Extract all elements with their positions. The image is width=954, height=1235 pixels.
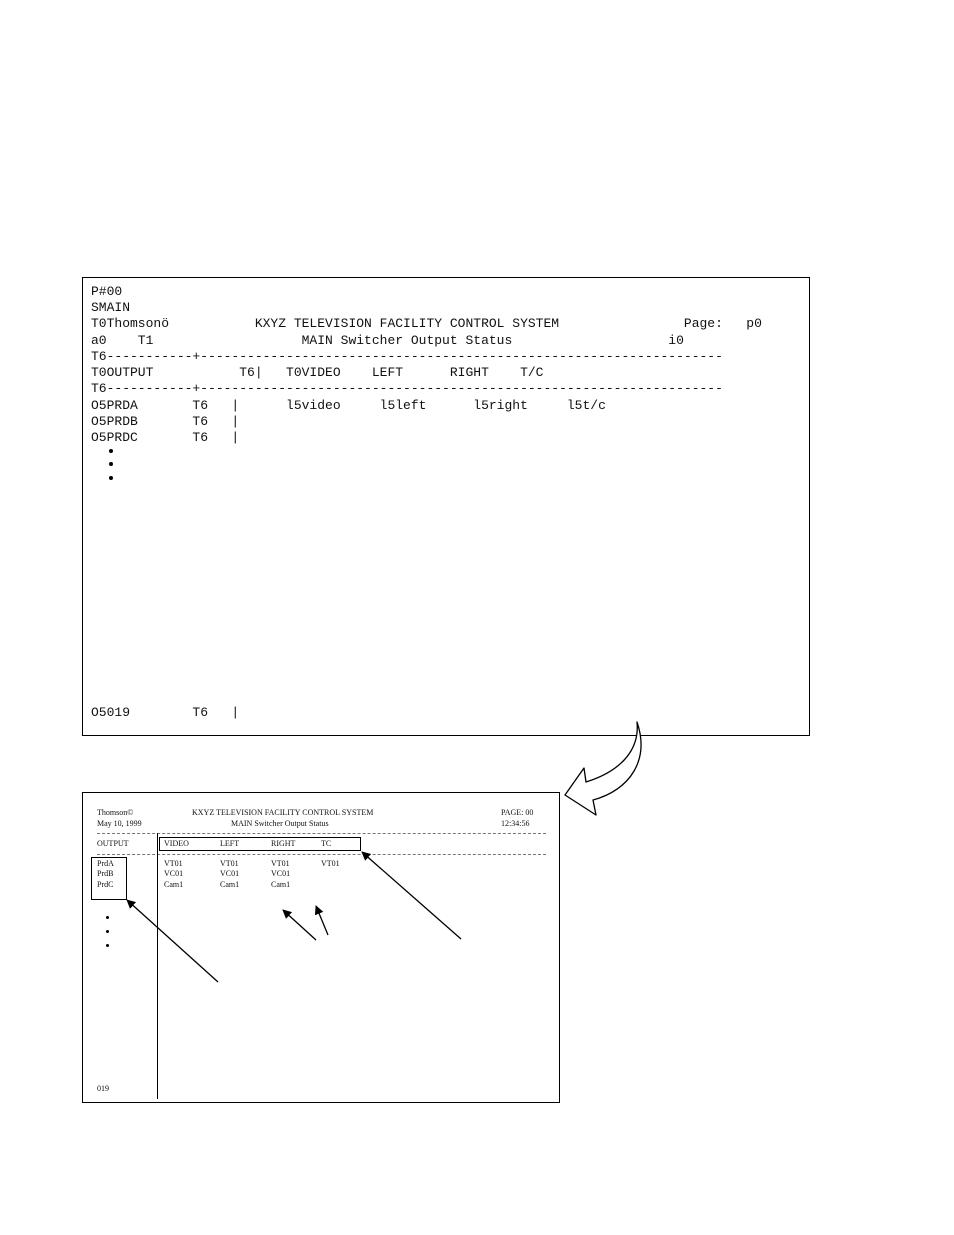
right-cell: VT01 [271,859,290,868]
template-footer-line: O5019 T6 | [91,705,240,720]
template-line: T0Thomsonö KXYZ TELEVISION FACILITY CONTROL SYSTEM Page: p0 [91,316,762,331]
template-line: SMAIN [91,300,131,315]
right-cell: Cam1 [271,880,291,889]
template-line: O5PRDC T6 | [91,430,240,445]
tc-cell: VT01 [321,859,340,868]
right-cell: VC01 [271,869,291,878]
template-line: O5PRDB T6 | [91,414,240,429]
time: 12:34:56 [501,819,530,828]
pointer-arrow-right-values [316,906,328,935]
template-line: O5PRDA T6 | l5video l5left l5right l5t/c [91,398,606,413]
date: May 10, 1999 [97,819,142,828]
output-name: PrdC [97,880,114,889]
screen-subtitle: MAIN Switcher Output Status [231,819,329,828]
template-line: P#00 [91,284,123,299]
output-name: PrdA [97,859,114,868]
template-line: a0 T1 MAIN Switcher Output Status i0 [91,333,684,348]
output-name: PrdB [97,869,114,878]
template-line: T6-----------+------------------------------------------------------------------- [91,381,723,396]
column-header-tc: TC [321,839,332,848]
screen-title: KXYZ TELEVISION FACILITY CONTROL SYSTEM [192,808,374,817]
left-cell: VC01 [220,869,240,878]
left-cell: VT01 [220,859,239,868]
video-cell: VC01 [164,869,184,878]
left-cell: Cam1 [220,880,240,889]
template-line: T6-----------+------------------------------------------------------------------- [91,349,723,364]
video-cell: VT01 [164,859,183,868]
column-header-right: RIGHT [271,839,296,848]
page-number: PAGE: 00 [501,808,534,817]
output-column-header: OUTPUT [97,839,129,848]
company-name: Thomson© [97,808,134,817]
template-line: T0OUTPUT T6| T0VIDEO LEFT RIGHT T/C [91,365,544,380]
pointer-arrow-column-headers [362,852,461,939]
curved-transition-arrow [565,722,641,815]
video-cell: Cam1 [164,880,184,889]
pointer-arrow-left-values [283,910,316,940]
column-header-left: LEFT [220,839,240,848]
column-header-video: VIDEO [164,839,189,848]
footer-output-number: 019 [97,1084,109,1093]
pointer-arrow-output-names [127,900,218,982]
